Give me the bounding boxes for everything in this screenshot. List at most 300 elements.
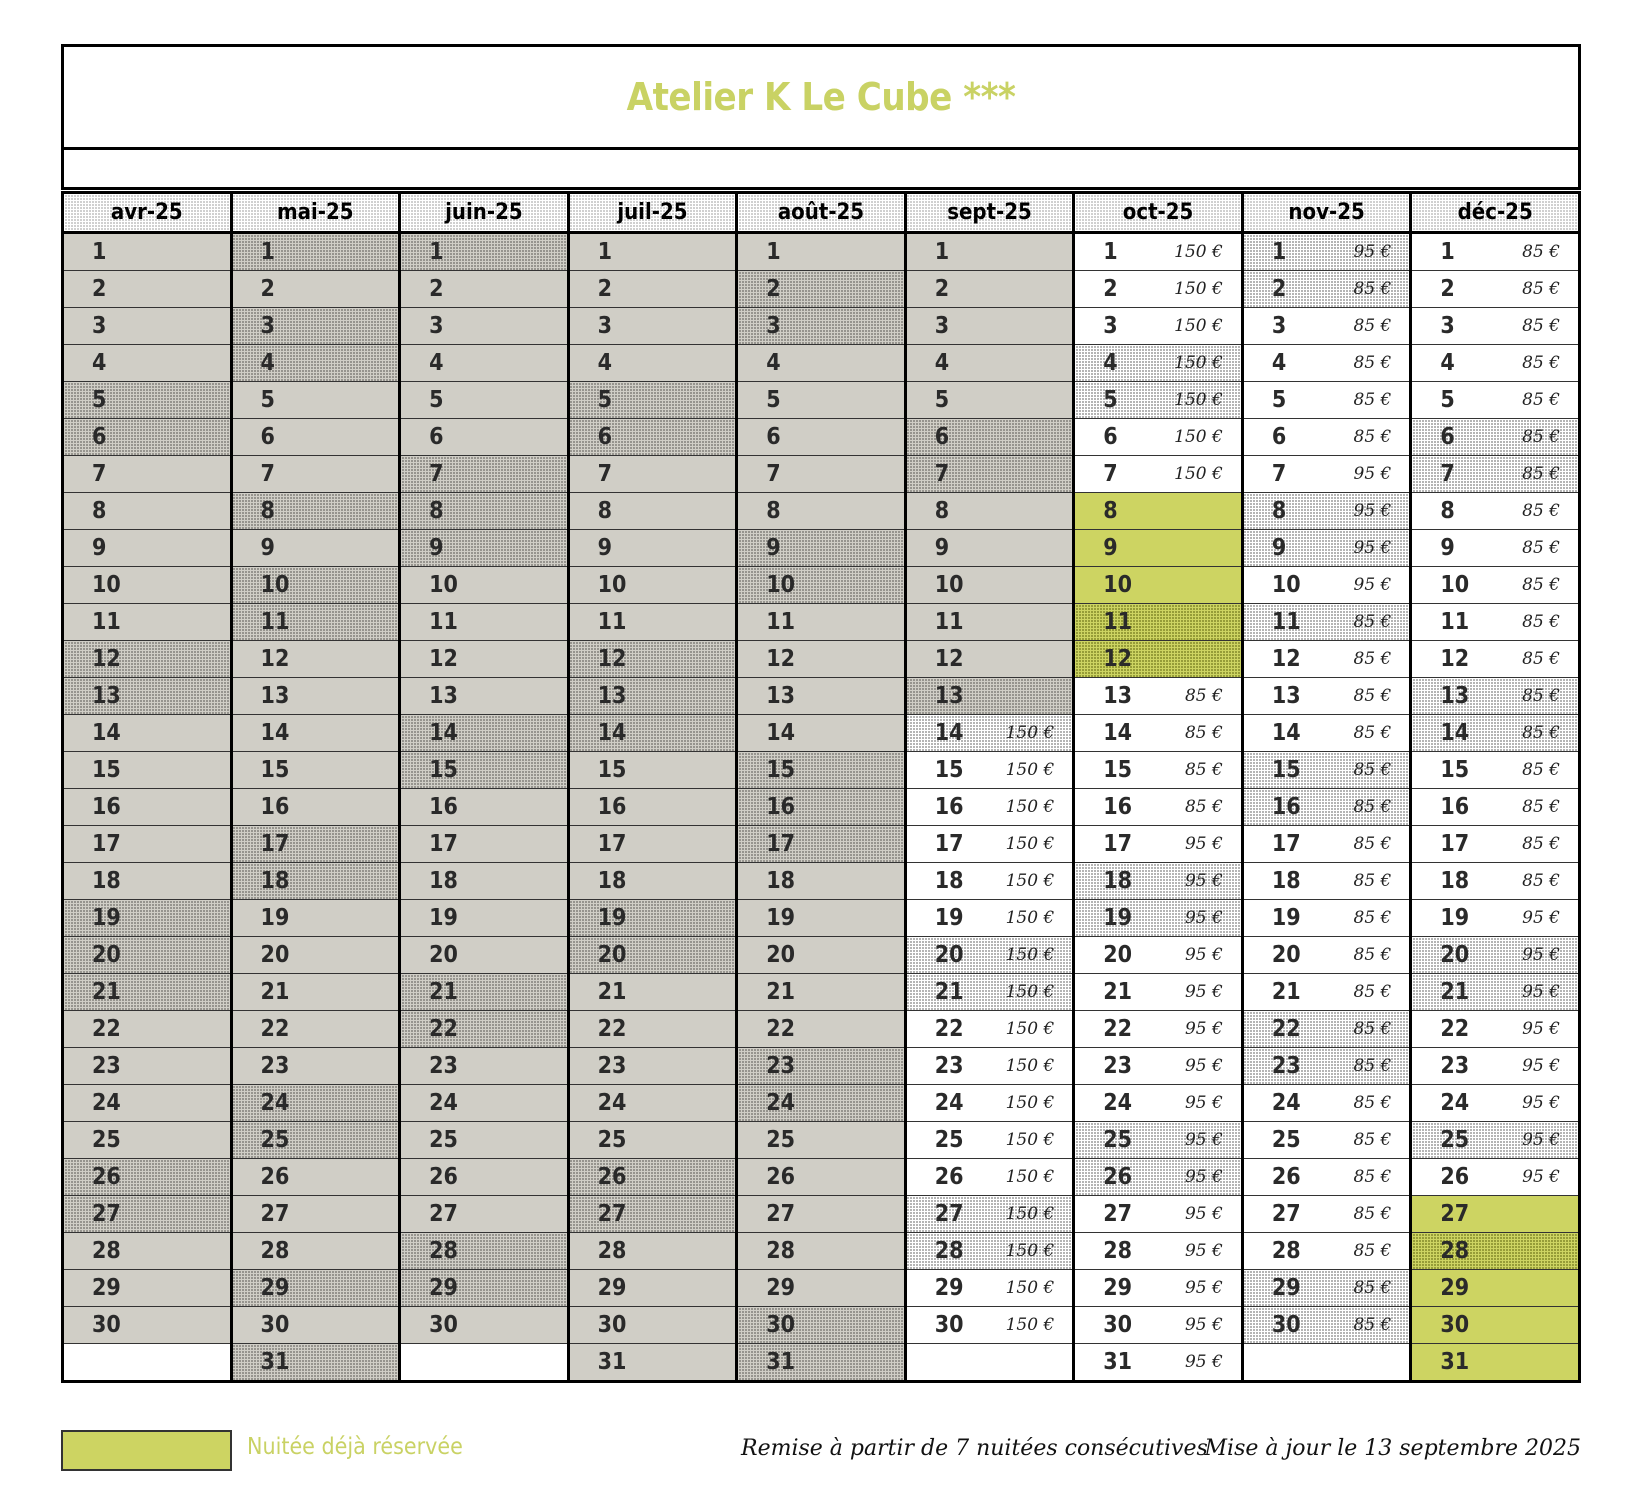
night-price: 150 € (1174, 316, 1223, 336)
day-cell (1242, 641, 1411, 678)
day-cell (1411, 1122, 1580, 1159)
night-price: 85 € (1522, 686, 1560, 706)
month-header: juin-25 (400, 193, 569, 233)
day-row (63, 1307, 1580, 1344)
day-cell (1242, 345, 1411, 382)
day-cell (231, 493, 400, 530)
day-cell (400, 604, 569, 641)
day-number: 26 (260, 1164, 290, 1190)
day-cell (568, 1196, 737, 1233)
day-cell (905, 974, 1074, 1011)
day-cell (1074, 233, 1243, 271)
day-number: 10 (260, 572, 290, 598)
day-number: 27 (597, 1201, 627, 1227)
day-cell (737, 900, 906, 937)
day-number: 25 (1271, 1127, 1301, 1153)
day-cell (737, 308, 906, 345)
day-row (63, 1048, 1580, 1085)
day-number: 20 (92, 942, 121, 968)
day-row (63, 530, 1580, 567)
day-number: 12 (1440, 646, 1470, 672)
day-number: 2 (597, 276, 613, 302)
day-number: 30 (429, 1312, 458, 1338)
day-cell (1411, 863, 1580, 900)
day-number: 14 (1440, 720, 1470, 746)
day-cell (905, 382, 1074, 419)
day-cell (400, 1048, 569, 1085)
day-cell (63, 826, 232, 863)
day-number: 17 (766, 831, 795, 857)
night-price: 95 € (1522, 945, 1560, 965)
day-number: 15 (934, 757, 964, 783)
day-cell (737, 641, 906, 678)
day-cell (1074, 789, 1243, 826)
night-price: 85 € (1522, 723, 1560, 743)
day-cell (1411, 456, 1580, 493)
day-cell (63, 1159, 232, 1196)
day-number: 21 (934, 979, 964, 1005)
day-cell (1074, 937, 1243, 974)
day-cell (231, 752, 400, 789)
night-price: 85 € (1522, 501, 1560, 521)
day-number: 1 (1103, 239, 1118, 265)
night-price: 95 € (1353, 538, 1392, 558)
day-cell (231, 530, 400, 567)
day-cell (1074, 752, 1243, 789)
day-cell (1411, 900, 1580, 937)
night-price: 85 € (1353, 649, 1392, 669)
day-cell (737, 1270, 906, 1307)
day-cell (1242, 493, 1411, 530)
day-number: 6 (92, 424, 107, 450)
day-cell (905, 641, 1074, 678)
day-number: 27 (1103, 1201, 1133, 1227)
day-row (63, 937, 1580, 974)
day-number: 26 (1440, 1164, 1470, 1190)
day-cell (1242, 1085, 1411, 1122)
day-number: 2 (1103, 276, 1118, 302)
night-price: 150 € (1005, 723, 1055, 743)
night-price: 150 € (1005, 982, 1055, 1002)
day-cell (400, 678, 569, 715)
day-cell (400, 271, 569, 308)
day-cell (568, 1122, 737, 1159)
night-price: 150 € (1174, 427, 1223, 447)
day-cell (737, 456, 906, 493)
day-cell (1242, 530, 1411, 567)
day-cell (400, 530, 569, 567)
day-number: 3 (766, 313, 781, 339)
night-price: 85 € (1353, 1093, 1392, 1113)
day-number: 6 (260, 424, 275, 450)
night-price: 95 € (1353, 242, 1392, 262)
night-price: 85 € (1522, 279, 1560, 299)
day-cell (568, 752, 737, 789)
day-number: 30 (260, 1312, 290, 1338)
day-cell (1242, 1159, 1411, 1196)
day-cell (1242, 382, 1411, 419)
night-price: 95 € (1184, 1352, 1223, 1372)
day-cell (1411, 715, 1580, 752)
day-cell (737, 1011, 906, 1048)
day-cell (1074, 567, 1243, 604)
night-price: 150 € (1005, 1278, 1055, 1298)
day-row (63, 1344, 1580, 1382)
day-cell (231, 308, 400, 345)
day-cell (1411, 1011, 1580, 1048)
day-cell (905, 604, 1074, 641)
day-number: 9 (1103, 535, 1118, 561)
day-number: 13 (597, 683, 627, 709)
night-price: 95 € (1184, 1204, 1223, 1224)
day-cell (905, 1233, 1074, 1270)
day-number: 20 (429, 942, 458, 968)
month-header: oct-25 (1074, 193, 1243, 233)
day-cell (231, 974, 400, 1011)
day-cell (737, 826, 906, 863)
day-cell (1074, 530, 1243, 567)
day-row (63, 900, 1580, 937)
day-cell (1074, 863, 1243, 900)
day-cell (1074, 456, 1243, 493)
day-cell (737, 863, 906, 900)
day-number: 26 (597, 1164, 627, 1190)
day-number: 22 (92, 1016, 121, 1042)
day-cell (905, 1270, 1074, 1307)
day-number: 25 (1103, 1127, 1133, 1153)
day-cell (568, 1085, 737, 1122)
day-cell (400, 1122, 569, 1159)
day-number: 25 (597, 1127, 627, 1153)
night-price: 150 € (1174, 353, 1223, 373)
day-cell (1411, 1233, 1580, 1270)
day-cell (63, 530, 232, 567)
night-price: 95 € (1184, 1278, 1223, 1298)
night-price: 95 € (1184, 834, 1223, 854)
day-number: 30 (92, 1312, 121, 1338)
day-cell (1242, 937, 1411, 974)
day-number: 3 (1103, 313, 1118, 339)
day-cell (1242, 1270, 1411, 1307)
day-cell (63, 308, 232, 345)
day-number: 10 (1103, 572, 1133, 598)
day-cell (231, 233, 400, 271)
day-cell (63, 789, 232, 826)
day-number: 29 (1271, 1275, 1301, 1301)
day-number: 2 (934, 276, 950, 302)
day-cell (737, 1344, 906, 1382)
day-cell (400, 715, 569, 752)
day-cell (63, 1233, 232, 1270)
day-cell (63, 271, 232, 308)
day-number: 8 (934, 498, 950, 524)
day-cell (1411, 530, 1580, 567)
night-price: 95 € (1522, 1130, 1560, 1150)
day-number: 11 (1103, 609, 1133, 635)
day-number: 4 (1103, 350, 1118, 376)
day-number: 15 (1103, 757, 1133, 783)
night-price: 150 € (1005, 1130, 1055, 1150)
day-number: 7 (260, 461, 275, 487)
day-cell (1242, 974, 1411, 1011)
night-price: 150 € (1005, 1167, 1055, 1187)
day-row (63, 604, 1580, 641)
day-number: 26 (1271, 1164, 1301, 1190)
day-number: 23 (1440, 1053, 1470, 1079)
night-price: 85 € (1353, 353, 1392, 373)
day-cell (231, 863, 400, 900)
day-number: 30 (1103, 1312, 1133, 1338)
day-number: 20 (260, 942, 290, 968)
day-number: 23 (597, 1053, 627, 1079)
day-number: 28 (766, 1238, 795, 1264)
day-number: 23 (766, 1053, 795, 1079)
night-price: 95 € (1184, 1130, 1223, 1150)
page-title: Atelier K Le Cube *** (626, 75, 1016, 119)
day-number: 4 (766, 350, 781, 376)
day-number: 7 (1271, 461, 1287, 487)
day-cell (1074, 678, 1243, 715)
day-number: 8 (92, 498, 107, 524)
day-cell (1242, 1048, 1411, 1085)
day-row (63, 345, 1580, 382)
day-number: 13 (1271, 683, 1301, 709)
night-price: 95 € (1522, 1093, 1560, 1113)
day-cell (400, 863, 569, 900)
day-number: 1 (429, 239, 444, 265)
day-cell (1411, 937, 1580, 974)
night-price: 150 € (1174, 464, 1223, 484)
day-cell (63, 382, 232, 419)
day-number: 10 (92, 572, 121, 598)
day-number: 16 (597, 794, 627, 820)
day-cell (905, 1307, 1074, 1344)
day-cell (231, 789, 400, 826)
day-cell (905, 493, 1074, 530)
day-cell (568, 382, 737, 419)
legend-booked-swatch (61, 1430, 232, 1471)
day-number: 8 (429, 498, 444, 524)
day-cell (63, 715, 232, 752)
day-number: 17 (597, 831, 627, 857)
day-number: 3 (1271, 313, 1287, 339)
day-number: 29 (260, 1275, 290, 1301)
day-cell (63, 752, 232, 789)
day-number: 25 (92, 1127, 121, 1153)
day-number: 4 (597, 350, 613, 376)
day-number: 4 (92, 350, 107, 376)
day-row (63, 1159, 1580, 1196)
day-cell (231, 1085, 400, 1122)
day-cell (1074, 1085, 1243, 1122)
night-price: 85 € (1353, 797, 1392, 817)
day-cell (400, 641, 569, 678)
day-cell (63, 456, 232, 493)
night-price: 150 € (1174, 242, 1223, 262)
day-cell (568, 641, 737, 678)
day-number: 16 (260, 794, 290, 820)
day-cell (63, 1122, 232, 1159)
day-cell (1074, 826, 1243, 863)
day-number: 28 (1103, 1238, 1133, 1264)
night-price: 95 € (1184, 871, 1223, 891)
day-number: 22 (260, 1016, 290, 1042)
day-number: 6 (1271, 424, 1287, 450)
day-number: 30 (597, 1312, 627, 1338)
day-number: 13 (766, 683, 795, 709)
night-price: 85 € (1353, 279, 1392, 299)
day-cell (568, 863, 737, 900)
day-cell (400, 1011, 569, 1048)
day-cell (737, 271, 906, 308)
day-number: 23 (1271, 1053, 1301, 1079)
day-number: 19 (597, 905, 627, 931)
day-cell (400, 1307, 569, 1344)
day-cell (400, 345, 569, 382)
day-number: 6 (1440, 424, 1455, 450)
day-number: 28 (429, 1238, 458, 1264)
day-cell (1242, 1196, 1411, 1233)
footer (61, 1430, 1581, 1470)
day-number: 17 (934, 831, 964, 857)
discount-note: Remise à partir de 7 nuitées consécutives (741, 1436, 1208, 1461)
day-cell (1242, 1307, 1411, 1344)
day-number: 30 (1271, 1312, 1301, 1338)
day-number: 20 (597, 942, 627, 968)
day-number: 18 (260, 868, 290, 894)
day-number: 3 (934, 313, 950, 339)
night-price: 85 € (1353, 908, 1392, 928)
day-number: 18 (766, 868, 795, 894)
day-row (63, 1011, 1580, 1048)
day-cell (1242, 604, 1411, 641)
day-cell (1411, 419, 1580, 456)
day-cell (1411, 382, 1580, 419)
day-number: 5 (597, 387, 613, 413)
day-number: 20 (1440, 942, 1470, 968)
day-number: 16 (429, 794, 458, 820)
day-number: 18 (1440, 868, 1470, 894)
day-cell (737, 530, 906, 567)
day-number: 11 (429, 609, 458, 635)
day-number: 27 (1440, 1201, 1470, 1227)
day-cell (905, 1048, 1074, 1085)
day-number: 8 (766, 498, 781, 524)
day-number: 26 (1103, 1164, 1133, 1190)
day-cell (1411, 308, 1580, 345)
night-price: 95 € (1184, 945, 1223, 965)
day-cell (568, 308, 737, 345)
day-cell (568, 493, 737, 530)
day-number: 25 (1440, 1127, 1470, 1153)
day-cell (231, 678, 400, 715)
day-number: 10 (1271, 572, 1301, 598)
day-cell (231, 1344, 400, 1382)
day-number: 11 (1440, 609, 1470, 635)
day-number: 15 (92, 757, 121, 783)
day-cell (737, 1122, 906, 1159)
day-number: 12 (260, 646, 290, 672)
day-number: 7 (429, 461, 444, 487)
day-number: 24 (429, 1090, 458, 1116)
day-number: 26 (766, 1164, 795, 1190)
day-number: 16 (92, 794, 121, 820)
day-number: 25 (260, 1127, 290, 1153)
day-cell (737, 789, 906, 826)
day-number: 15 (597, 757, 627, 783)
day-number: 21 (1271, 979, 1301, 1005)
day-cell (400, 419, 569, 456)
day-row (63, 271, 1580, 308)
day-number: 9 (597, 535, 613, 561)
day-number: 7 (1440, 461, 1455, 487)
day-number: 21 (260, 979, 290, 1005)
day-number: 4 (429, 350, 444, 376)
night-price: 85 € (1522, 575, 1560, 595)
day-cell (63, 1011, 232, 1048)
day-cell (1074, 1344, 1243, 1382)
night-price: 85 € (1353, 316, 1392, 336)
day-number: 5 (1440, 387, 1455, 413)
day-number: 2 (766, 276, 781, 302)
day-cell (231, 1011, 400, 1048)
day-number: 29 (429, 1275, 458, 1301)
day-row (63, 1233, 1580, 1270)
day-number: 11 (766, 609, 795, 635)
month-header-row (63, 193, 1580, 233)
day-number: 17 (260, 831, 290, 857)
day-row (63, 1196, 1580, 1233)
day-cell (1411, 678, 1580, 715)
day-number: 24 (597, 1090, 627, 1116)
day-row (63, 233, 1580, 271)
night-price: 85 € (1522, 612, 1560, 632)
day-cell (231, 567, 400, 604)
day-number: 9 (92, 535, 107, 561)
day-number: 2 (1271, 276, 1287, 302)
day-cell (1074, 900, 1243, 937)
night-price: 150 € (1005, 834, 1055, 854)
day-number: 31 (766, 1349, 795, 1375)
day-cell (905, 715, 1074, 752)
day-number: 21 (1440, 979, 1470, 1005)
night-price: 85 € (1522, 242, 1560, 262)
day-number: 7 (597, 461, 613, 487)
day-cell (568, 1048, 737, 1085)
night-price: 150 € (1005, 1019, 1055, 1039)
day-number: 18 (597, 868, 627, 894)
day-number: 22 (1440, 1016, 1470, 1042)
availability-sheet (61, 44, 1581, 1383)
day-cell (1411, 604, 1580, 641)
day-number: 1 (1440, 239, 1455, 265)
day-number: 12 (934, 646, 964, 672)
day-number: 15 (429, 757, 458, 783)
day-cell (737, 678, 906, 715)
day-number: 22 (934, 1016, 964, 1042)
day-cell (63, 567, 232, 604)
day-cell (1074, 345, 1243, 382)
day-cell (231, 1122, 400, 1159)
day-number: 28 (260, 1238, 290, 1264)
day-cell (568, 789, 737, 826)
day-number: 5 (92, 387, 107, 413)
day-cell (568, 271, 737, 308)
day-number: 9 (260, 535, 275, 561)
day-number: 7 (1103, 461, 1118, 487)
day-cell (63, 1307, 232, 1344)
day-cell (400, 1270, 569, 1307)
